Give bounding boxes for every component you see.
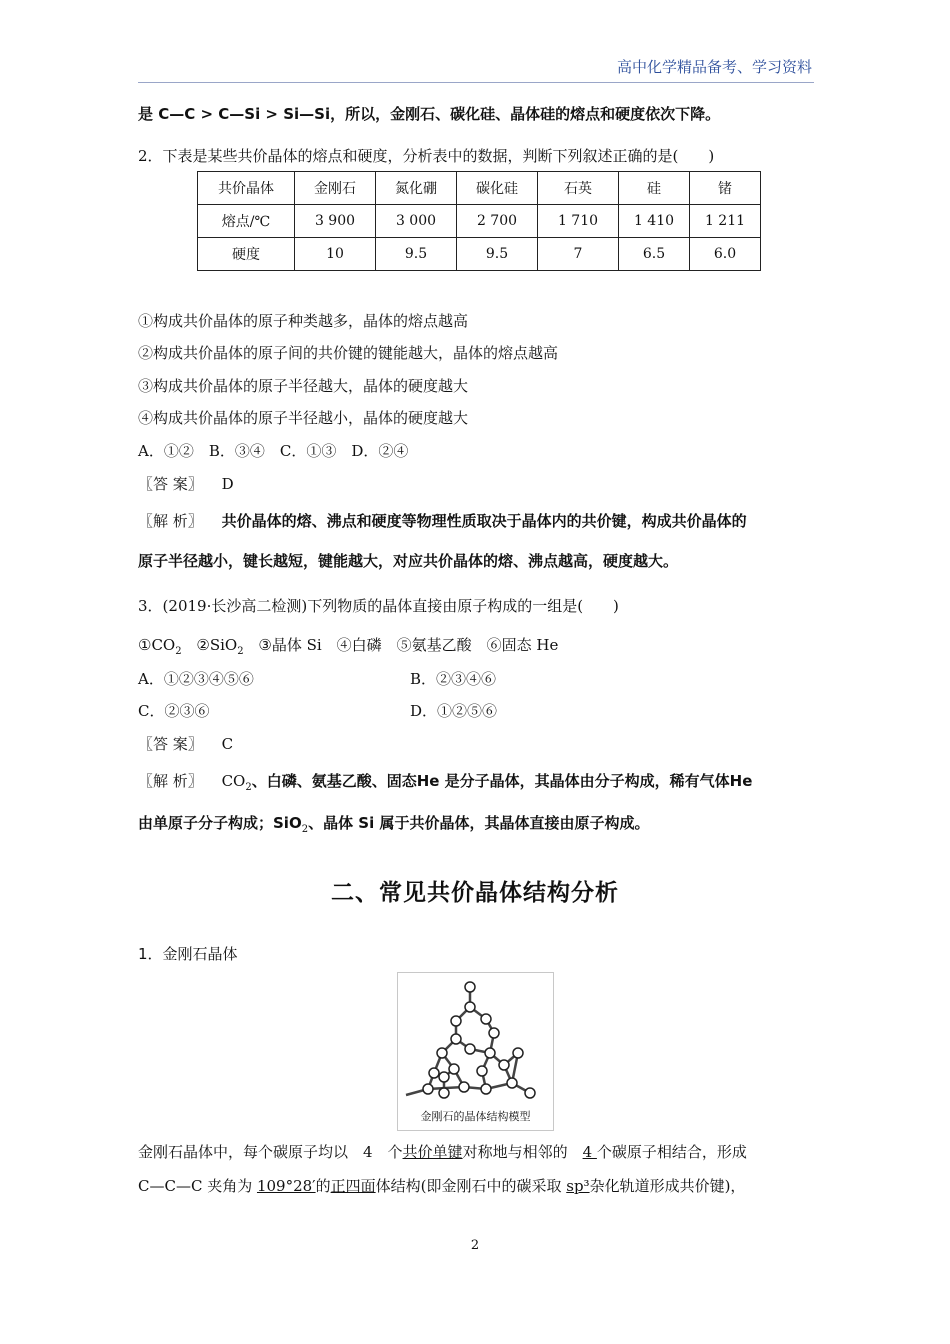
q2-stem: 2．下表是某些共价晶体的熔点和硬度，分析表中的数据，判断下列叙述正确的是( ) xyxy=(138,147,715,165)
table-header-row xyxy=(198,172,761,205)
crystal-table xyxy=(197,171,761,271)
text: 体结构(即金刚石中的碳采取 xyxy=(375,1177,567,1195)
subsection-diamond: 1．金刚石晶体 xyxy=(138,945,238,963)
analysis-label: 〖解 析〗 xyxy=(138,772,203,790)
underlined-text: 正四面 xyxy=(330,1177,376,1195)
table-header-cell: 氮化硼 xyxy=(376,172,457,205)
table-header-cell: 共价晶体 xyxy=(198,172,295,205)
table-cell: 6.0 xyxy=(690,238,761,271)
table-cell: 9.5 xyxy=(376,238,457,271)
text: C—C—C 夹角为 xyxy=(138,1177,257,1195)
q2-statement-2: ②构成共价晶体的原子间的共价键的键能越大，晶体的熔点越高 xyxy=(138,344,559,362)
formula-co2: CO xyxy=(221,772,246,790)
q3-stem: 3．(2019·长沙高二检测)下列物质的晶体直接由原子构成的一组是( ) xyxy=(138,597,619,615)
q2-options: A．①② B．③④ C．①③ D．②④ xyxy=(138,442,409,460)
table-cell: 3 000 xyxy=(376,205,457,238)
diamond-structure-figure xyxy=(397,972,554,1131)
table-cell: 9.5 xyxy=(457,238,538,271)
table-header-cell: 锗 xyxy=(690,172,761,205)
q2-statement-3: ③构成共价晶体的原子半径越大，晶体的硬度越大 xyxy=(138,377,469,395)
diamond-paragraph-line-1 xyxy=(138,1141,747,1163)
q2-analysis-line-2: 原子半径越小，键长越短，键能越大，对应共价晶体的熔、沸点越高，硬度越大。 xyxy=(138,552,679,570)
table-cell: 7 xyxy=(538,238,619,271)
figure-caption: 金刚石的晶体结构模型 xyxy=(420,1110,531,1123)
table-cell: 6.5 xyxy=(619,238,690,271)
answer-label: 〖答 案〗 xyxy=(138,735,203,753)
answer-label: 〖答 案〗 xyxy=(138,475,203,493)
q3-answer-row xyxy=(138,733,233,755)
table-cell: 10 xyxy=(295,238,376,271)
subscript: 2 xyxy=(175,646,182,657)
q3-option-c: C．②③⑥ xyxy=(138,702,210,720)
q3-item-2: ②SiO xyxy=(196,636,238,654)
q3-option-a: A．①②③④⑤⑥ xyxy=(138,670,254,688)
table-header-cell: 石英 xyxy=(538,172,619,205)
q3-option-b: B．②③④⑥ xyxy=(410,670,497,688)
table-cell: 硬度 xyxy=(198,238,295,271)
table-row xyxy=(198,238,761,271)
page-header: 高中化学精品备考、学习资料 xyxy=(616,58,812,76)
section-title: 二、常见共价晶体结构分析 xyxy=(331,880,619,906)
q3-option-d: D．①②⑤⑥ xyxy=(410,702,498,720)
text: 的 xyxy=(315,1177,331,1195)
q2-analysis-line-1 xyxy=(138,510,747,532)
q2-answer-row xyxy=(138,473,234,495)
analysis-label: 〖解 析〗 xyxy=(138,512,203,530)
underlined-text: 共价单键 xyxy=(402,1143,463,1161)
q2-statement-4: ④构成共价晶体的原子半径越小，晶体的硬度越大 xyxy=(138,409,469,427)
analysis-text: 共价晶体的熔、沸点和硬度等物理性质取决于晶体内的共价键，构成共价晶体的 xyxy=(221,512,747,530)
q3-analysis-line-1 xyxy=(138,770,752,799)
text: 个碳原子相结合，形成 xyxy=(596,1143,747,1161)
diamond-model-icon xyxy=(398,973,553,1108)
header-divider xyxy=(138,82,814,83)
underlined-text: sp³ xyxy=(566,1177,590,1195)
table-header-cell: 硅 xyxy=(619,172,690,205)
underlined-text: 4 xyxy=(582,1143,597,1161)
table-cell: 2 700 xyxy=(457,205,538,238)
q2-statement-1: ①构成共价晶体的原子种类越多，晶体的熔点越高 xyxy=(138,312,469,330)
diamond-paragraph-line-2 xyxy=(138,1175,745,1197)
table-cell: 熔点/℃ xyxy=(198,205,295,238)
table-header-cell: 碳化硅 xyxy=(457,172,538,205)
table-cell: 3 900 xyxy=(295,205,376,238)
table-cell: 1 211 xyxy=(690,205,761,238)
q3-analysis-line-2 xyxy=(138,812,649,841)
text: 金刚石晶体中，每个碳原子均以 4 个 xyxy=(138,1143,403,1161)
text: 杂化轨道形成共价键)， xyxy=(589,1177,746,1195)
table-row xyxy=(198,205,761,238)
analysis-text: 、晶体 Si 属于共价晶体，其晶体直接由原子构成。 xyxy=(308,814,650,832)
table-cell: 1 410 xyxy=(619,205,690,238)
q3-item-1: ①CO xyxy=(138,636,176,654)
analysis-text: 、白磷、氨基乙酸、固态He 是分子晶体，其晶体由分子构成，稀有气体He xyxy=(251,772,753,790)
answer-value: D xyxy=(221,475,234,493)
answer-value: C xyxy=(221,735,234,753)
q3-items xyxy=(138,634,558,663)
analysis-text: 由单原子分子构成；SiO xyxy=(138,814,302,832)
subscript: 2 xyxy=(301,824,309,835)
subscript: 2 xyxy=(245,782,252,793)
table-header-cell: 金刚石 xyxy=(295,172,376,205)
q3-item-rest: ③晶体 Si ④白磷 ⑤氨基乙酸 ⑥固态 He xyxy=(258,636,559,654)
underlined-text: 109°28′ xyxy=(256,1177,316,1195)
table-cell: 1 710 xyxy=(538,205,619,238)
page-number: 2 xyxy=(470,1238,480,1253)
text: 对称地与相邻的 xyxy=(462,1143,583,1161)
subscript: 2 xyxy=(237,646,244,657)
intro-line: 是 C—C > C—Si > Si—Si，所以，金刚石、碳化硅、晶体硅的熔点和硬度依次下降。 xyxy=(138,105,721,123)
